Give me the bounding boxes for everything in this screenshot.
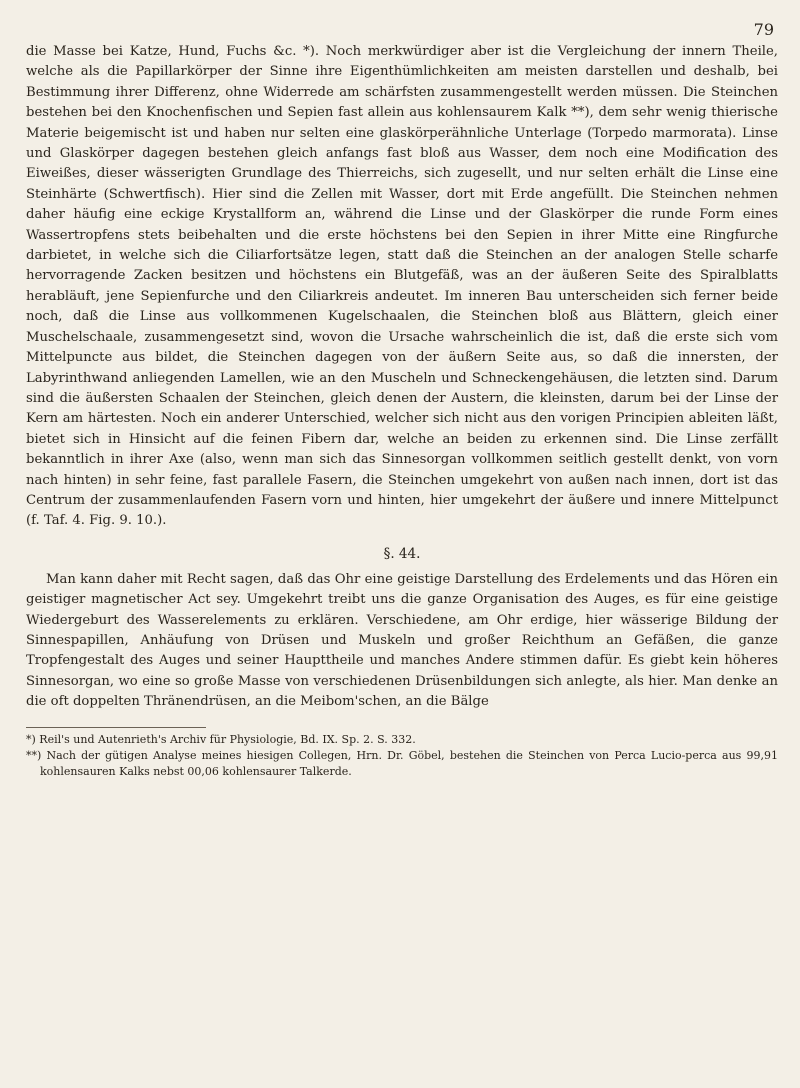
footnote: *) Reil's und Autenrieth's Archiv für Physiologie, Bd. IX. Sp. 2. S. 332. [26,732,416,746]
page-number: 79 [753,20,774,39]
paragraph: die Masse bei Katze, Hund, Fuchs &c. *). Noch merkwürdiger aber ist die Vergleichung der innern Theile, welche als die Papillarkörper der Sinne ihre Eigenthümlichkeiten am meisten darstellen und deshalb, bei Bestimmung ihrer Differenz, ohne Widerrede am schärfsten zusammengestellt werden müssen. Die Steinchen bestehen bei den Knochenfischen und Sepien fast allein aus kohlensaurem Kalk **), dem sehr wenig thierische Materie beigemischt ist und haben nur selten eine glaskörperähnliche Unterlage (Torpedo marmorata). Linse und Glaskörper dagegen bestehen gleich anfangs fast bloß aus Wasser, dem noch eine Modification des Eiweißes, dieser wässerigten Grundlage des Thierreichs, sich zugesellt, und nur selten erhält die Linse eine Steinhärte (Schwertfisch). Hier sind die Zellen mit Wasser, dort mit Erde angefüllt. Die Steinchen nehmen daher häufig eine eckige Krystallform an, während die Linse und der Glaskörper die runde Form eines Wassertropfens stets beibehalten und die erste höchstens bei den Sepien in ihrer Mitte eine Ringfurche darbietet, in welche sich die Ciliarfortsätze legen, statt daß die Steinchen an der analogen Stelle scharfe hervorragende Zacken besitzen und höchstens ein Blutgefäß, was an der äußeren Seite des Spiralblatts herabläuft, jene Sepienfurche und den Ciliarkreis andeutet. Im inneren Bau unterscheiden sich ferner beide noch, daß die Linse aus vollkommenen Kugelschaalen, die Steinchen bloß aus Blättern, gleich einer Muschelschaale, zusammengesetzt sind, wovon die Ursache wahrscheinlich die ist, daß die erste sich vom Mittelpuncte aus bildet, die Steinchen dagegen von der äußern Seite aus, so daß die innersten, der Labyrinthwand anliegenden Lamellen, wie an den Muscheln und Schneckengehäusen, die letzten sind. Darum sind die äußersten Schaalen der Steinchen, gleich denen der Austern, die kleinsten, darum bei der Linse der Kern am härtesten. Noch ein anderer Unterschied, welcher sich nicht aus den vorigen Principien ableiten läßt, bietet sich in Hinsicht auf die feinen Fibern dar, welche an beiden zu erkennen sind. Die Linse zerfällt bekanntlich in ihrer Axe (also, wenn man sich das Sinnesorgan vollkommen seitlich gestellt denkt, von vorn nach hinten) in sehr feine, fast parallele Fasern, die Steinchen umgekehrt von außen nach innen, dort ist das Centrum der zusammenlaufenden Fasern vorn und hinten, hier umgekehrt der äußere und innere Mittelpunct (f. Taf. 4. Fig. 9. 10.). [26,44,778,529]
page-content [26,42,778,780]
paragraph: Man kann daher mit Recht sagen, daß das Ohr eine geistige Darstellung des Erdelements und das Hören ein geistiger magnetischer Act sey. Umgekehrt treibt uns die ganze Organisation des Auges, es für eine geistige Wiedergeburt des Wasserelements zu erklären. Verschiedene, am Ohr erdige, hier wässerige Bildung der Sinnespapillen, Anhäufung von Drüsen und Muskeln und großer Reichthum an Gefäßen, die ganze Tropfengestalt des Auges und seiner Haupttheile und manches Andere stimmen dafür. Es giebt kein höheres Sinnesorgan, wo eine so große Masse von verschiedenen Drüsenbildungen sich anlegte, als hier. Man denke an die oft doppelten Thränendrüsen, an die Meibom'schen, an die Bälge [26,571,778,710]
section-heading: §. 44. [383,545,421,562]
footnotes [26,732,778,780]
footnote-divider [26,727,206,728]
footnote: **) Nach der gütigen Analyse meines hiesigen Collegen, Hrn. Dr. Göbel, bestehen die Steinchen von Perca Lucio-perca aus 99,91 kohlensauren Kalks nebst 00,06 kohlensaurer Talkerde. [26,748,778,778]
main-text [26,42,778,532]
section-text [26,570,778,713]
